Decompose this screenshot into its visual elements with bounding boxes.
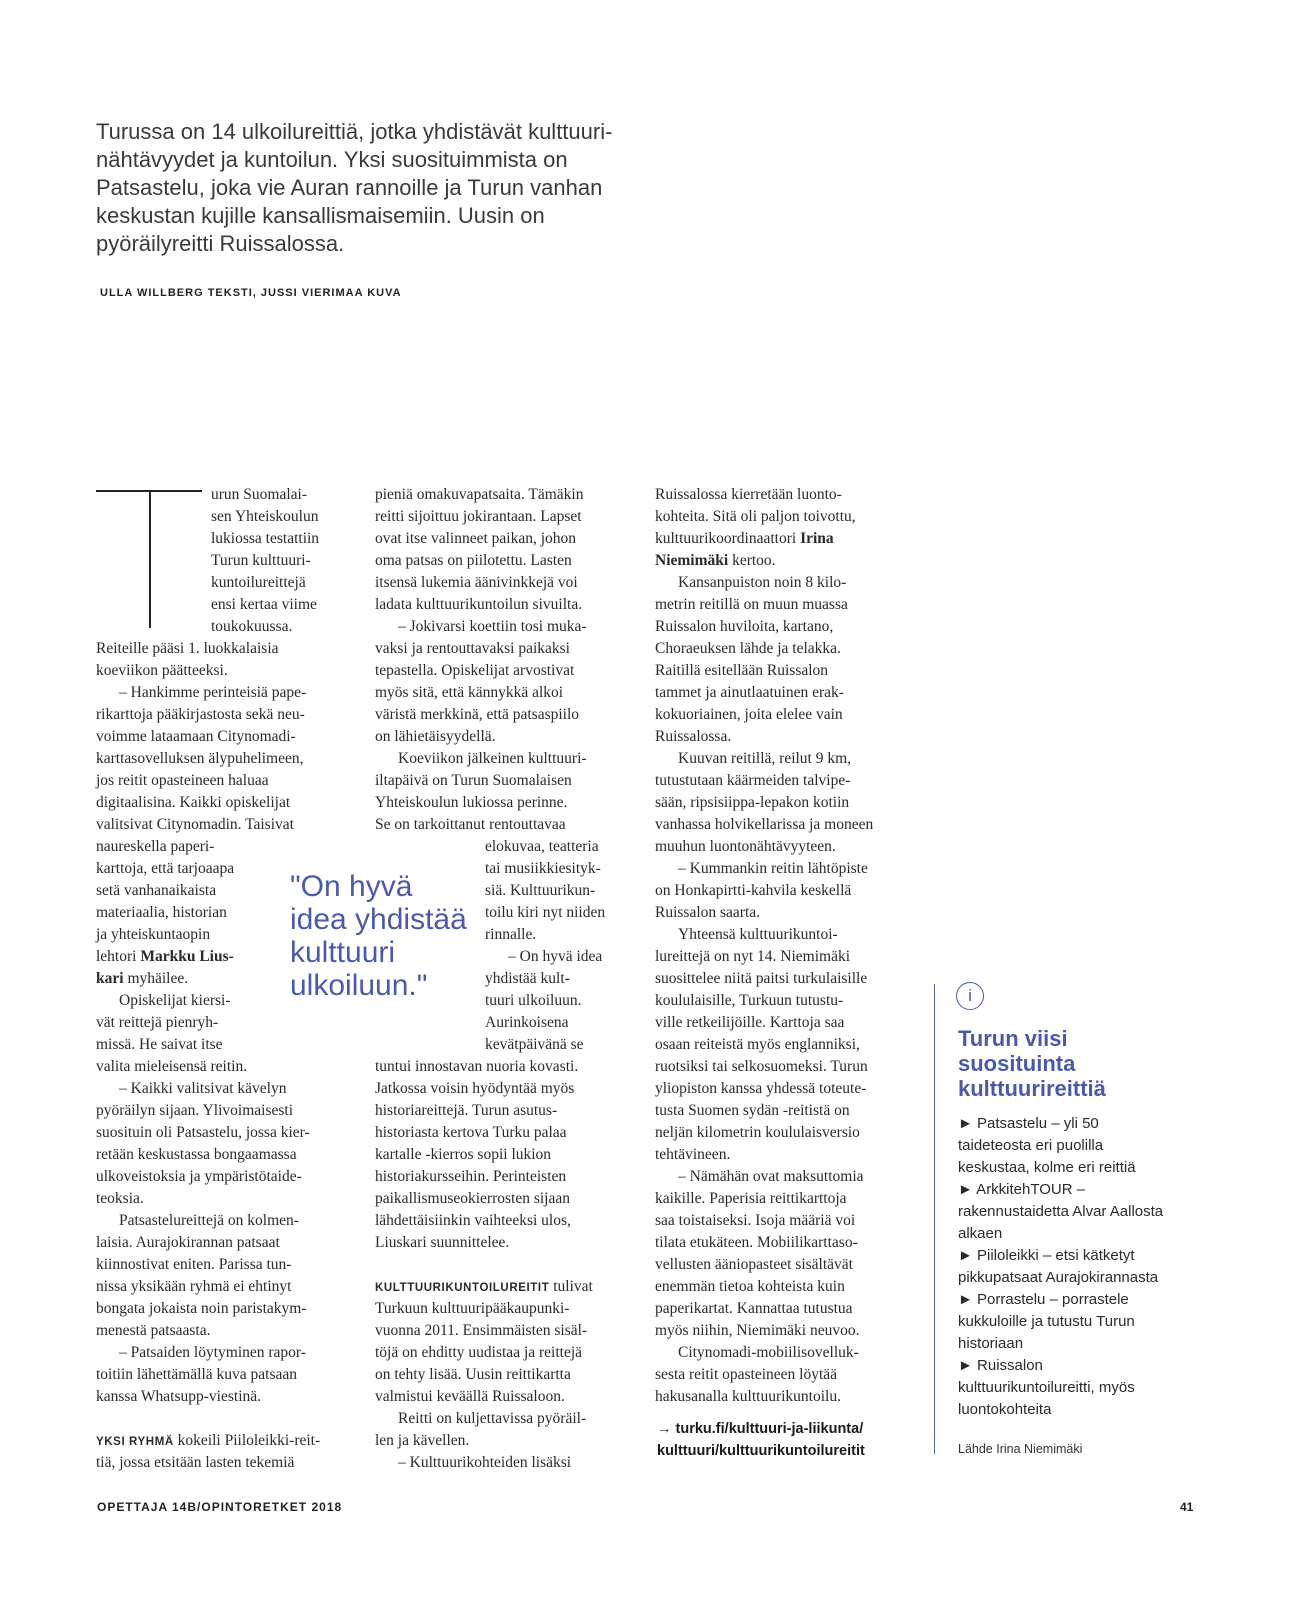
text-line: urun Suomalai-	[211, 486, 307, 503]
text-line: sesta reitit opasteineen löytää	[655, 1366, 838, 1383]
text-line: ja yhteiskuntaopin	[96, 926, 211, 943]
text-line: Ruissalon huviloita, kartano,	[655, 618, 834, 635]
text-line: suosittelee niitä paitsi turkulaisille	[655, 970, 868, 987]
text-line: tuuri ulkoiluun.	[485, 992, 582, 1009]
text-line: rinnalle.	[485, 926, 537, 943]
text-line: naureskella paperi-	[96, 838, 215, 855]
text-line: karttoja, että tarjoaapa	[96, 860, 235, 877]
text-line: neljän kilometrin koululaisversio	[655, 1124, 860, 1141]
text-line	[96, 1430, 356, 1452]
list-item: rakennustaidetta Alvar Aallosta	[958, 1203, 1164, 1220]
text-line: toukokuussa.	[211, 618, 293, 635]
text-line: rikarttoja pääkirjastosta sekä neu-	[96, 706, 305, 723]
text-line: sen Yhteiskoulun	[211, 508, 319, 525]
text-line: ruotsiksi tai selkosuomeksi. Turun	[655, 1058, 868, 1075]
text-line: toitiin lähettämällä kuva patsaan	[96, 1366, 298, 1383]
text-line: valitsivat Citynomadin. Taisivat	[96, 816, 294, 833]
text-line: – Nämähän ovat maksuttomia	[678, 1168, 864, 1185]
text-line: elokuvaa, teatteria	[485, 838, 599, 855]
text-line: vuonna 2011. Ensimmäisten sisäl-	[375, 1322, 588, 1339]
text-line: tutustutaan käärmeiden talvipe-	[655, 772, 851, 789]
text-line: tiä, jossa etsitään lasten tekemiä	[96, 1454, 295, 1471]
text-line: lähdettäisiinkin vaihteeksi ulos,	[375, 1212, 571, 1229]
text-line: kanssa Whatsupp-viestinä.	[96, 1388, 262, 1405]
text-line: tehtävineen.	[655, 1146, 731, 1163]
text-line: menestä patsaasta.	[96, 1322, 211, 1339]
text-line: retään keskustassa bongaamassa	[96, 1146, 297, 1163]
text-line: iltapäivä on Turun Suomalaisen	[375, 772, 572, 789]
web-link[interactable]	[657, 1418, 865, 1462]
text-line: valmistui keväällä Ruissaloon.	[375, 1388, 565, 1405]
text-span: myhäilee.	[123, 970, 189, 987]
text-line: missä. He saivat itse	[96, 1036, 223, 1053]
text-line	[655, 528, 920, 550]
section-lead-caps: KULTTUURIKUNTOILUREITIT	[375, 1282, 550, 1294]
person-name: Irina	[800, 530, 834, 547]
text-line: myös niihin, Niemimäki neuvoo.	[655, 1322, 860, 1339]
list-item: taideteosta eri puolilla	[958, 1137, 1104, 1154]
paragraph-gap	[96, 1408, 356, 1430]
text-line: – Kulttuurikohteiden lisäksi	[398, 1454, 572, 1471]
text-line: Reitti on kuljettavissa pyöräil-	[398, 1410, 587, 1427]
section-lead-caps: YKSI RYHMÄ	[96, 1436, 174, 1448]
text-line: itsensä lukemia äänivinkkejä voi	[375, 574, 578, 591]
web-link-line[interactable]	[657, 1418, 865, 1440]
text-line: Citynomadi-mobiilisovelluk-	[678, 1344, 859, 1361]
paragraph-gap	[375, 1254, 640, 1276]
text-line: hakusanalla kulttuurikuntoilu.	[655, 1388, 841, 1405]
text-line: töjä on ehditty uudistaa ja reittejä	[375, 1344, 583, 1361]
text-line: – Kummankin reitin lähtöpiste	[678, 860, 868, 877]
text-line: tusta Suomen sydän -reitistä on	[655, 1102, 850, 1119]
list-item: kulttuurikuntoilureitti, myös	[958, 1379, 1135, 1396]
text-line: kokuoriainen, joita elelee vain	[655, 706, 843, 723]
text-span: kertoo.	[728, 552, 776, 569]
text-line: – Jokivarsi koettiin tosi muka-	[398, 618, 587, 635]
text-line: vät reittejä pienryh-	[96, 1014, 219, 1031]
text-line: tai musiikkiesityk-	[485, 860, 601, 877]
text-line: enemmän tietoa kohteista kuin	[655, 1278, 845, 1295]
text-line: ensi kertaa viime	[211, 596, 317, 613]
pull-quote-line: idea yhdistää	[290, 903, 467, 936]
text-line: pieniä omakuvapatsaita. Tämäkin	[375, 486, 584, 503]
text-line: Turkuun kulttuuripääkaupunki-	[375, 1300, 570, 1317]
lead-line: keskustan kujille kansallismaisemiin. Uusin on	[96, 203, 545, 228]
list-item: luontokohteita	[958, 1401, 1052, 1418]
sidebar-title	[958, 1026, 1106, 1101]
text-line: Opiskelijat kiersi-	[119, 992, 231, 1009]
list-item: pikkupatsaat Aurajokirannasta	[958, 1269, 1159, 1286]
text-line: historiasta kertova Turku palaa	[375, 1124, 567, 1141]
web-link-text[interactable]: → turku.fi/kulttuuri-ja-liikunta/	[657, 1421, 864, 1437]
text-line: on tehty lisää. Uusin reittikartta	[375, 1366, 571, 1383]
person-name: kari	[96, 970, 124, 987]
list-item: alkaen	[958, 1225, 1003, 1242]
text-line: ovat itse valinneet paikan, johon	[375, 530, 577, 547]
sidebar-title-line: Turun viisi	[958, 1026, 1068, 1051]
sidebar-divider	[934, 984, 935, 1454]
text-line: Raitillä esitellään Ruissalon	[655, 662, 829, 679]
person-name: Niemimäki	[655, 552, 729, 569]
text-line: Yhteiskoulun lukiossa perinne.	[375, 794, 568, 811]
lead-line: nähtävyydet ja kuntoilun. Yksi suosituimmista on	[96, 147, 568, 172]
text-line: ulkoveistoksia ja ympäristötaide-	[96, 1168, 302, 1185]
text-line: lureittejä on nyt 14. Niemimäki	[655, 948, 850, 965]
text-line: reitti sijoittuu jokirantaan. Lapset	[375, 508, 582, 525]
text-line: koeviikon päätteeksi.	[96, 662, 228, 679]
text-line: pyöräilyn sijaan. Ylivoimaisesti	[96, 1102, 294, 1119]
text-line: kiinnostivat eniten. Parissa tun-	[96, 1256, 292, 1273]
text-line: yhdistää kult-	[485, 970, 570, 987]
text-line: paikallismuseokierrosten sijaan	[375, 1190, 570, 1207]
text-line: myös sitä, että kännykkä alkoi	[375, 684, 564, 701]
text-line: tepastella. Opiskelijat arvostivat	[375, 662, 575, 679]
text-line: Yhteensä kulttuurikuntoi-	[678, 926, 838, 943]
text-line: teoksia.	[96, 1190, 144, 1207]
text-line: – Kaikki valitsivat kävelyn	[119, 1080, 287, 1097]
sidebar-source: Lähde Irina Niemimäki	[958, 1442, 1083, 1456]
text-line: jos reitit opasteineen haluaa	[96, 772, 269, 789]
text-line: Choraeuksen lähde ja telakka.	[655, 640, 841, 657]
text-line: Aurinkoisena	[485, 1014, 569, 1031]
article-column-3	[655, 484, 920, 1408]
text-line: vanhassa holvikellarissa ja moneen	[655, 816, 874, 833]
text-line: digitaalisina. Kaikki opiskelijat	[96, 794, 291, 811]
text-line: on Honkapirtti-kahvila keskellä	[655, 882, 852, 899]
text-line: ville retkeilijöille. Karttoja saa	[655, 1014, 845, 1031]
text-line: nissa yksikään ryhmä ei ehtinyt	[96, 1278, 292, 1295]
text-line: väristä merkkinä, että patsaspiilo	[375, 706, 580, 723]
pull-quote-line: kulttuuri	[290, 936, 396, 969]
text-line: bongata jokaista noin paristakym-	[96, 1300, 307, 1317]
text-line: setä vanhanaikaista	[96, 882, 217, 899]
sidebar-title-line: kulttuurireittiä	[958, 1076, 1106, 1101]
text-line: sään, ripsisiippa-lepakon kotiin	[655, 794, 850, 811]
text-line: historiakursseihin. Perinteisten	[375, 1168, 567, 1185]
text-line: metrin reitillä on muun muassa	[655, 596, 848, 613]
text-line: kartalle -kierros sopii lukion	[375, 1146, 552, 1163]
lead-line: Patsastelu, joka vie Auran rannoille ja Turun vanhan	[96, 175, 603, 200]
list-item: historiaan	[958, 1335, 1024, 1352]
text-line: materiaalia, historian	[96, 904, 227, 921]
list-item: keskustaa, kolme eri reittiä	[958, 1159, 1136, 1176]
text-line: tilata etukäteen. Mobiilikarttaso-	[655, 1234, 858, 1251]
text-line: len ja kävellen.	[375, 1432, 470, 1449]
text-line: Se on tarkoittanut rentouttavaa	[375, 816, 566, 833]
text-line: tammet ja ainutlaatuinen erak-	[655, 684, 844, 701]
text-span: tulivat	[549, 1278, 593, 1295]
text-line: osaan reiteistä myös englanniksi,	[655, 1036, 860, 1053]
text-span: kulttuurikoordinaattori	[655, 530, 801, 547]
web-link-text[interactable]: kulttuuri/kulttuurikuntoilureitit	[657, 1443, 865, 1459]
text-line: kevätpäivänä se	[485, 1036, 584, 1053]
text-line: Ruissalon saarta.	[655, 904, 761, 921]
text-line: muuhun luontonähtävyyteen.	[655, 838, 836, 855]
info-icon: i	[956, 982, 984, 1010]
text-line	[375, 1276, 640, 1298]
pull-quote-line: ulkoiluun."	[290, 969, 428, 1002]
text-line: yliopiston kanssa yhdessä toteute-	[655, 1080, 867, 1097]
text-line: historiareittejä. Turun asutus-	[375, 1102, 558, 1119]
text-line: Ruissalossa.	[655, 728, 732, 745]
text-line: kohteita. Sitä oli paljon toivottu,	[655, 508, 856, 525]
text-span: lehtori	[96, 948, 141, 965]
page-number: 41	[1180, 1500, 1194, 1514]
text-line: Jatkossa voisin hyödyntää myös	[375, 1080, 575, 1097]
list-item: ► Patsastelu – yli 50	[958, 1115, 1099, 1132]
text-line: – On hyvä idea	[508, 948, 603, 965]
text-line: Kansanpuiston noin 8 kilo-	[678, 574, 847, 591]
publication-footer: OPETTAJA 14B/OPINTORETKET 2018	[97, 1500, 343, 1514]
text-line: koululaisille, Turkuun tutustu-	[655, 992, 844, 1009]
text-line: ladata kulttuurikuntoilun sivuilta.	[375, 596, 583, 613]
text-line: suosituin oli Patsastelu, jossa kier-	[96, 1124, 310, 1141]
text-line: Patsastelureittejä on kolmen-	[119, 1212, 299, 1229]
text-line: kuntoilureittejä	[211, 574, 306, 591]
text-span: kokeili Piiloleikki-reit-	[173, 1432, 321, 1449]
text-line: Liuskari suunnittelee.	[375, 1234, 510, 1251]
lead-line: Turussa on 14 ulkoilureittiä, jotka yhdistävät kulttuuri-	[96, 119, 613, 144]
text-line: vaksi ja rentouttavaksi paikaksi	[375, 640, 570, 657]
list-item: ► Porrastelu – porrastele	[958, 1291, 1129, 1308]
text-line: voimme lataamaan Citynomadi-	[96, 728, 296, 745]
pull-quote-line: "On hyvä	[290, 870, 413, 903]
list-item: kukkuloille ja tutustu Turun	[958, 1313, 1135, 1330]
text-line: siä. Kulttuurikun-	[485, 882, 596, 899]
text-line: Koeviikon jälkeinen kulttuuri-	[398, 750, 587, 767]
text-line: lukiossa testattiin	[211, 530, 320, 547]
text-line: – Patsaiden löytyminen rapor-	[119, 1344, 306, 1361]
sidebar-route-list	[958, 1113, 1163, 1421]
lead-line: pyöräilyreitti Ruissalossa.	[96, 231, 345, 256]
text-line: laisia. Aurajokirannan patsaat	[96, 1234, 280, 1251]
sidebar-title-line: suosituinta	[958, 1051, 1076, 1076]
text-line: on lähietäisyydellä.	[375, 728, 496, 745]
text-line	[655, 550, 920, 572]
text-line: tuntui innostavan nuoria kovasti.	[375, 1058, 579, 1075]
text-line: kaikille. Paperisia reittikarttoja	[655, 1190, 847, 1207]
text-line: – Hankimme perinteisiä pape-	[119, 684, 307, 701]
list-item: ► ArkkitehTOUR –	[958, 1181, 1086, 1198]
text-line: valita mieleisensä reitin.	[96, 1058, 248, 1075]
list-item: ► Ruissalon	[958, 1357, 1043, 1374]
text-line: vellusten ääniopasteet sisältävät	[655, 1256, 853, 1273]
text-line: saa toistaiseksi. Isoja määriä voi	[655, 1212, 856, 1229]
byline: ULLA WILLBERG TEKSTI, JUSSI VIERIMAA KUVA	[100, 287, 402, 299]
text-line: toilu kiri nyt niiden	[485, 904, 606, 921]
person-name: Markku Lius-	[140, 948, 234, 965]
text-line: oma patsas on piilotettu. Lasten	[375, 552, 572, 569]
text-line: paperikartat. Kannattaa tutustua	[655, 1300, 853, 1317]
list-item: ► Piiloleikki – etsi kätketyt	[958, 1247, 1135, 1264]
text-line: Kuuvan reitillä, reilut 9 km,	[678, 750, 852, 767]
text-line: karttasovelluksen älypuhelimeen,	[96, 750, 304, 767]
text-line: Turun kulttuuri-	[211, 552, 311, 569]
text-line: Ruissalossa kierretään luonto-	[655, 486, 842, 503]
web-link-line[interactable]	[657, 1440, 865, 1462]
lead-paragraph	[96, 118, 656, 258]
text-line: Reiteille pääsi 1. luokkalaisia	[96, 640, 279, 657]
pull-quote	[290, 870, 490, 1002]
